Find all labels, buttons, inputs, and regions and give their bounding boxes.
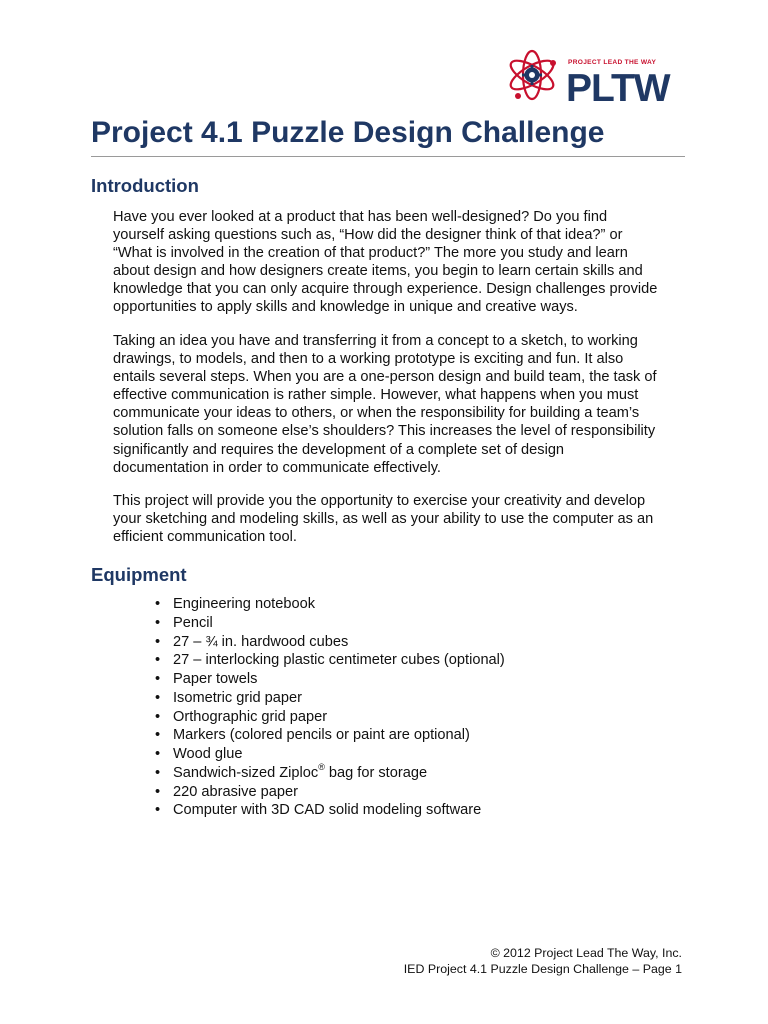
list-item (155, 689, 505, 708)
bullet-icon: • (155, 727, 161, 744)
text-line: drawings, to models, and then to a working prototype is exciting and fun. It also (113, 351, 624, 368)
page-title: Project 4.1 Puzzle Design Challenge (91, 116, 605, 149)
bullet-icon: • (155, 764, 161, 781)
text-line: communicate your ideas to others, or when the responsibility for building a team’s (113, 405, 640, 422)
text-line: Taking an idea you have and transferring it from a concept to a sketch, to working (113, 333, 638, 349)
text-line: opportunities to apply skills and knowledge in unique and creative ways. (113, 299, 578, 316)
equipment-list (155, 595, 505, 820)
list-item-label: Isometric grid paper (173, 689, 302, 706)
introduction-heading: Introduction (91, 175, 199, 196)
list-item-label: Engineering notebook (173, 596, 315, 612)
bullet-icon: • (155, 596, 161, 612)
list-item-label: Computer with 3D CAD solid modeling software (173, 802, 482, 819)
footer-page-label: IED Project 4.1 Puzzle Design Challenge – Page 1 (403, 961, 682, 976)
list-item (155, 726, 505, 745)
list-item (155, 708, 505, 727)
intro-paragraph-2 (113, 332, 683, 477)
bullet-icon: • (155, 652, 161, 669)
list-item (155, 651, 505, 670)
list-item (155, 633, 505, 652)
text-line: Have you ever looked at a product that has been well-designed? Do you find (113, 209, 608, 225)
list-item-label: Wood glue (173, 746, 243, 762)
text-line: solution falls on someone else’s shoulders? This increases the level of responsibility (113, 423, 656, 440)
bullet-icon: • (155, 708, 161, 725)
bullet-icon: • (155, 671, 161, 687)
text-line: documentation in order to communicate effectively. (113, 459, 441, 476)
list-item (155, 783, 505, 802)
list-item-label: 220 abrasive paper (173, 783, 298, 800)
pltw-logo-graphic (506, 38, 682, 112)
text-line: efficient communication tool. (113, 529, 297, 546)
list-item (155, 801, 505, 820)
list-item-label: Markers (colored pencils or paint are optional) (173, 727, 470, 744)
list-item-label-suffix: bag for storage (324, 764, 428, 781)
footer-copyright: © 2012 Project Lead The Way, Inc. (490, 946, 682, 960)
registered-mark: ® (318, 761, 325, 772)
list-item (155, 595, 505, 614)
text-line: yourself asking questions such as, “How did the designer think of that idea?” or (113, 227, 623, 244)
title-divider (91, 156, 685, 157)
bullet-icon: • (155, 746, 161, 762)
list-item (155, 614, 505, 633)
list-item (155, 670, 505, 689)
bullet-icon: • (155, 633, 161, 650)
bullet-icon: • (155, 783, 161, 800)
list-item (155, 761, 505, 783)
list-item-label: 27 – interlocking plastic centimeter cubes (optional) (173, 652, 505, 669)
list-item-label: Sandwich-sized Ziploc (173, 764, 319, 781)
intro-paragraph-1 (113, 208, 683, 317)
text-line: entails several steps. When you are a one-person design and build team, the task of (113, 369, 657, 386)
text-line: significantly and requires the development of a complete set of design (113, 441, 565, 458)
text-line: knowledge that you can only acquire through experience. Design challenges provide (113, 281, 658, 298)
page-footer (404, 946, 682, 977)
list-item-label: Orthographic grid paper (173, 708, 328, 725)
text-line: effective communication is rather simple. However, what happens when you must (113, 387, 639, 404)
text-line: about design and how designers create items, you begin to learn certain skills and (113, 263, 643, 280)
bullet-icon: • (155, 689, 161, 706)
text-line: “What is involved in the creation of that product?” The more you study and learn (113, 245, 628, 262)
logo-tagline: PROJECT LEAD THE WAY (568, 59, 657, 66)
list-item-label: Paper towels (173, 671, 258, 687)
pltw-logo (506, 38, 682, 112)
text-line: This project will provide you the opportunity to exercise your creativity and develop (113, 493, 646, 509)
equipment-heading: Equipment (91, 564, 187, 585)
logo-wordmark: PLTW (566, 67, 670, 110)
text-line: your sketching and modeling skills, as well as your ability to use the computer as an (113, 511, 654, 528)
intro-paragraph-3 (113, 492, 683, 546)
bullet-icon: • (155, 614, 161, 631)
bullet-icon: • (155, 802, 161, 819)
list-item-label: Pencil (173, 614, 213, 631)
list-item-label: 27 – ¾ in. hardwood cubes (173, 633, 349, 650)
list-item (155, 745, 505, 764)
